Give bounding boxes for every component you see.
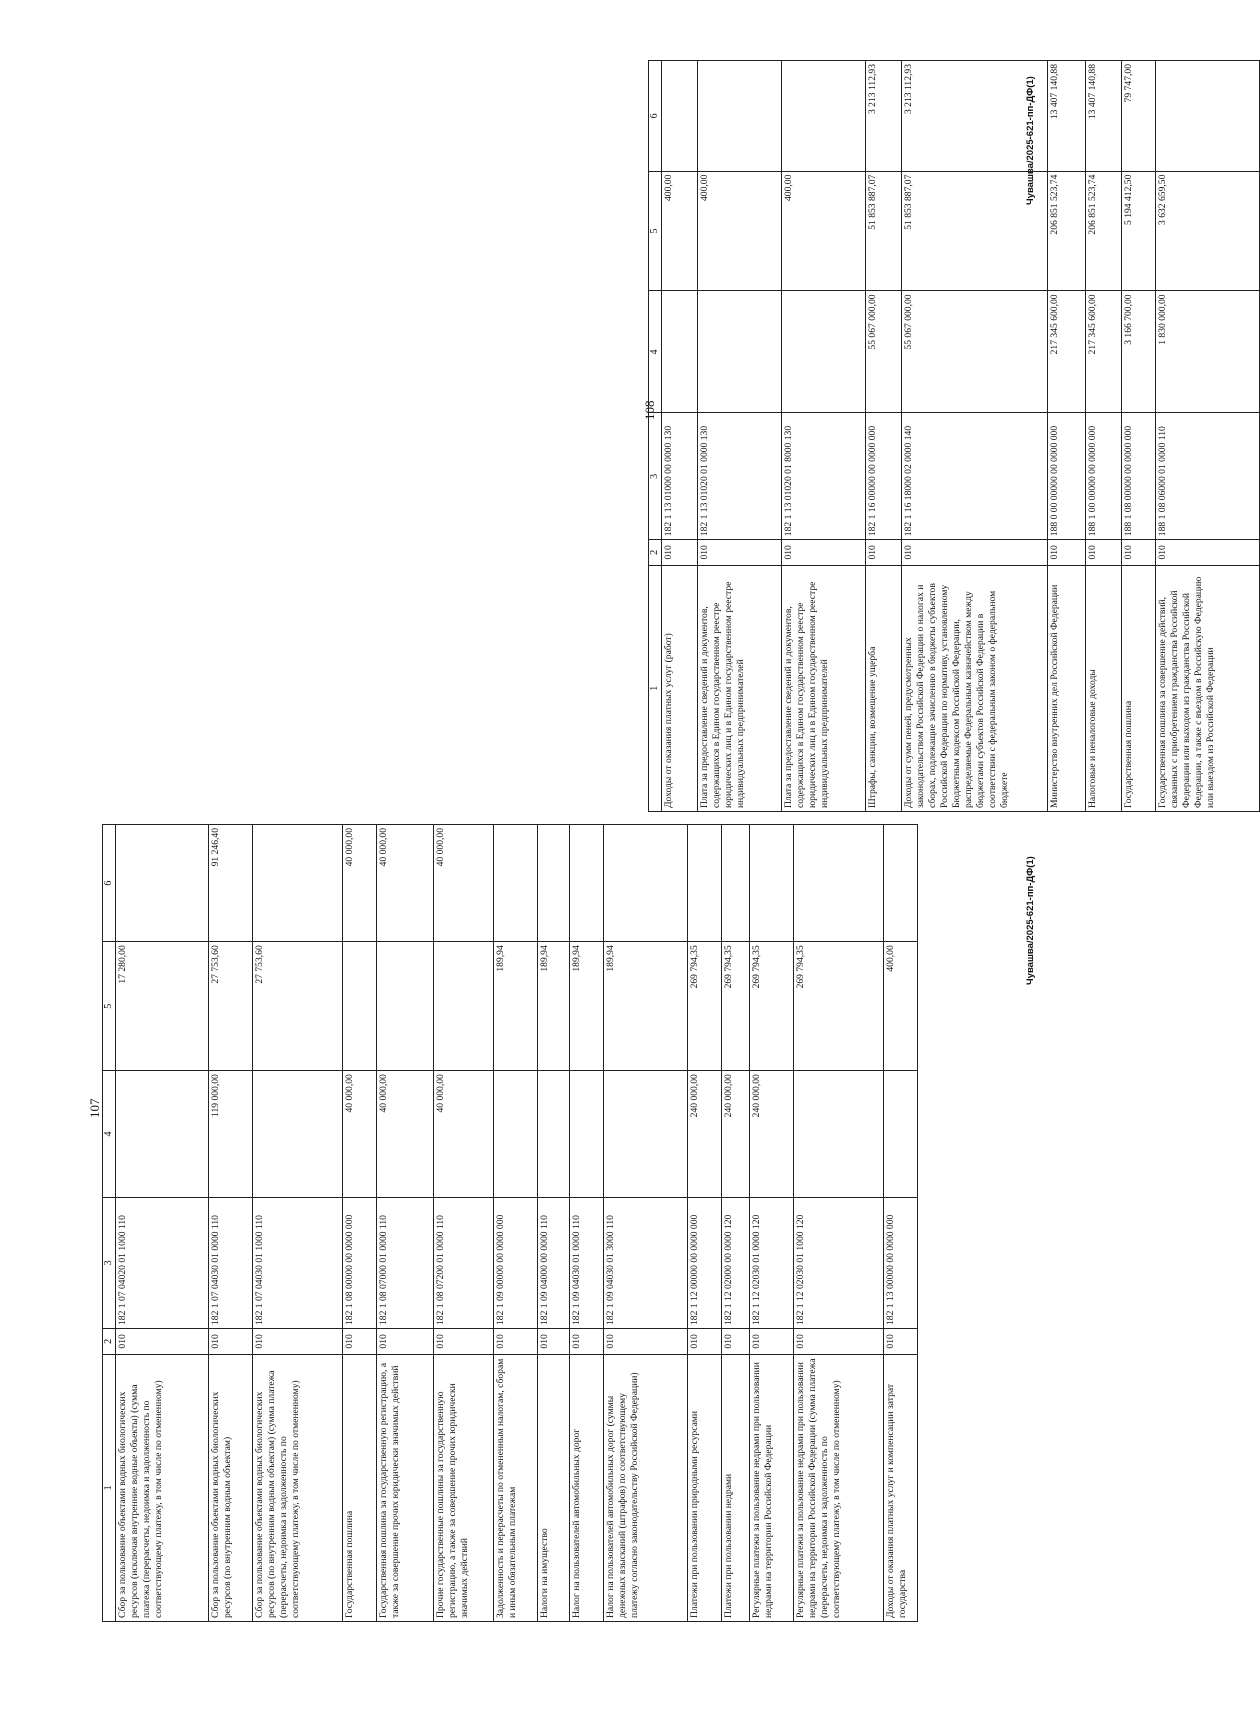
- row-gr: 010: [343, 1329, 377, 1355]
- row-diff: [782, 61, 866, 172]
- row-name: Платежи при пользовании природными ресурсами: [688, 1354, 722, 1621]
- table-row: [253, 825, 343, 1622]
- row-code: 182 1 08 00000 00 0000 000: [343, 1197, 377, 1328]
- table-row: [794, 825, 884, 1622]
- row-name: Налоговые и неналоговые доходы: [1086, 565, 1122, 811]
- row-diff: 3 213 112,93: [866, 61, 902, 172]
- row-plan: [253, 1071, 343, 1198]
- row-code: 182 1 07 04030 01 0000 110: [209, 1197, 253, 1328]
- row-diff: [662, 61, 698, 172]
- table-row: [902, 61, 1048, 812]
- row-gr: 010: [884, 1329, 918, 1355]
- row-code: 188 1 08 06000 01 0000 110: [1156, 413, 1260, 540]
- row-code: 182 1 13 00000 00 0000 000: [884, 1197, 918, 1328]
- row-diff: [794, 825, 884, 942]
- row-fact: 206 851 523,74: [1048, 171, 1086, 291]
- row-fact: 51 853 887,07: [866, 171, 902, 291]
- row-diff: [494, 825, 538, 942]
- row-fact: 27 753,60: [209, 942, 253, 1071]
- row-name: Государственная пошлина за совершение действий, связанных с приобретением гражданства Российской Федерации или выходом из гражданства Российской Федерации, а также с въездом в Российскую Федерацию или выездом из Российской Федерации: [1156, 565, 1260, 811]
- row-name: Доходы от оказания платных услуг (работ): [662, 565, 698, 811]
- row-name: Государственная пошлина за государственную регистрацию, а также за совершение прочих юридически значимых действий: [377, 1354, 434, 1621]
- row-fact: 269 794,35: [688, 942, 722, 1071]
- row-plan: 1 830 000,00: [1156, 291, 1260, 413]
- row-plan: [604, 1071, 688, 1198]
- right-header-row: [649, 61, 662, 812]
- row-fact: 27 753,60: [253, 942, 343, 1071]
- row-code: 182 1 08 07200 01 0000 110: [434, 1197, 494, 1328]
- row-name: Министерство внутренних дел Российской Федерации: [1048, 565, 1086, 811]
- column-header: 2: [649, 540, 662, 565]
- column-header: 4: [103, 1071, 116, 1198]
- row-gr: 010: [698, 540, 782, 565]
- row-diff: 40 000,00: [377, 825, 434, 942]
- row-diff: [884, 825, 918, 942]
- row-plan: 240 000,00: [722, 1071, 750, 1198]
- row-plan: [794, 1071, 884, 1198]
- row-name: Государственная пошлина: [343, 1354, 377, 1621]
- row-code: 182 1 09 04000 00 0000 110: [538, 1197, 570, 1328]
- row-plan: [494, 1071, 538, 1198]
- row-gr: 010: [604, 1329, 688, 1355]
- row-plan: 119 000,00: [209, 1071, 253, 1198]
- row-plan: [698, 291, 782, 413]
- table-row: [538, 825, 570, 1622]
- table-row: [688, 825, 722, 1622]
- row-plan: [538, 1071, 570, 1198]
- row-gr: 010: [570, 1329, 604, 1355]
- table-row: [1048, 61, 1086, 812]
- column-header: 1: [103, 1354, 116, 1621]
- row-name: Регулярные платежи за пользование недрами при пользовании недрами на территории Российской Федерации: [750, 1354, 794, 1621]
- column-header: 5: [103, 942, 116, 1071]
- table-row: [662, 61, 698, 812]
- row-diff: 13 407 140,88: [1048, 61, 1086, 172]
- row-diff: [1156, 61, 1260, 172]
- row-fact: [434, 942, 494, 1071]
- row-diff: [722, 825, 750, 942]
- row-plan: 55 067 000,00: [902, 291, 1048, 413]
- left-header-row: [103, 825, 116, 1622]
- table-row: [698, 61, 782, 812]
- row-gr: 010: [866, 540, 902, 565]
- row-gr: 010: [1156, 540, 1260, 565]
- row-name: Доходы от оказания платных услуг и компенсации затрат государства: [884, 1354, 918, 1621]
- row-name: Задолженность и перерасчеты по отмененным налогам, сборам и иным обязательным платежам: [494, 1354, 538, 1621]
- column-header: 6: [649, 61, 662, 172]
- right-revenue-table: [648, 60, 1260, 812]
- row-plan: [662, 291, 698, 413]
- row-code: 188 1 00 00000 00 0000 000: [1086, 413, 1122, 540]
- row-gr: 010: [434, 1329, 494, 1355]
- column-header: 3: [103, 1197, 116, 1328]
- row-name: Платежи при пользовании недрами: [722, 1354, 750, 1621]
- row-gr: 010: [688, 1329, 722, 1355]
- row-code: 182 1 09 04030 01 0000 110: [570, 1197, 604, 1328]
- row-code: 188 0 00 00000 00 0000 000: [1048, 413, 1086, 540]
- row-gr: 010: [794, 1329, 884, 1355]
- row-diff: 40 000,00: [434, 825, 494, 942]
- right-document-stamp: Чувашва/2025-621-пп-ДФ(1): [1025, 76, 1036, 205]
- row-code: 188 1 08 00000 00 0000 000: [1122, 413, 1156, 540]
- row-name: Государственная пошлина: [1122, 565, 1156, 811]
- row-code: 182 1 12 00000 00 0000 000: [688, 1197, 722, 1328]
- table-row: [570, 825, 604, 1622]
- row-name: Плата за предоставление сведений и документов, содержащихся в Едином государственном реестре юридических лиц и в Едином государственном реестре индивидуальных предпринимателей: [698, 565, 782, 811]
- row-name: Плата за предоставление сведений и документов, содержащихся в Едином государственном реестре юридических лиц и в Едином государственном реестре индивидуальных предпринимателей: [782, 565, 866, 811]
- row-diff: [253, 825, 343, 942]
- row-fact: 51 853 887,07: [902, 171, 1048, 291]
- table-row: [722, 825, 750, 1622]
- row-gr: 010: [1048, 540, 1086, 565]
- row-code: 182 1 12 02000 00 0000 120: [722, 1197, 750, 1328]
- left-document-stamp: Чувашва/2025-621-пп-ДФ(1): [1025, 856, 1036, 985]
- row-name: Доходы от сумм пеней, предусмотренных законодательством Российской Федерации о налогах и сборах, подлежащие зачислению в бюджеты субъектов Российской Федерации по нормативу, установленному Бюджетным кодексом Российской Федерации, распределяемые Федеральным казначейством между бюджетами субъектов Российской Федерации в соответствии с федеральным законом о федеральном бюджете: [902, 565, 1048, 811]
- column-header: 6: [103, 825, 116, 942]
- table-row: [377, 825, 434, 1622]
- row-diff: [570, 825, 604, 942]
- row-gr: 010: [902, 540, 1048, 565]
- row-name: Налоги на имущество: [538, 1354, 570, 1621]
- row-code: 182 1 08 07000 01 0000 110: [377, 1197, 434, 1328]
- row-code: 182 1 12 02030 01 1000 120: [794, 1197, 884, 1328]
- table-row: [782, 61, 866, 812]
- row-fact: [343, 942, 377, 1071]
- row-plan: 40 000,00: [434, 1071, 494, 1198]
- row-plan: [116, 1071, 209, 1198]
- row-code: 182 1 09 04030 01 3000 110: [604, 1197, 688, 1328]
- row-fact: 400,00: [662, 171, 698, 291]
- row-name: Регулярные платежи за пользование недрами при пользовании недрами на территории Российской Федерации (сумма платежа (перерасчеты, недоимка и задолженность по соответствующему платежу, в том числе по отмененному): [794, 1354, 884, 1621]
- row-code: 182 1 16 00000 00 0000 000: [866, 413, 902, 540]
- row-diff: [116, 825, 209, 942]
- row-name: Налог на пользователей автомобильных дорог: [570, 1354, 604, 1621]
- row-name: Сбор за пользование объектами водных биологических ресурсов (исключая внутренние водные объекты) (сумма платежа (перерасчеты, недоимка и задолженность по соответствующему платежу, в том числе по отмененному): [116, 1354, 209, 1621]
- row-diff: [604, 825, 688, 942]
- row-gr: 010: [494, 1329, 538, 1355]
- row-fact: 3 632 659,50: [1156, 171, 1260, 291]
- row-plan: 40 000,00: [343, 1071, 377, 1198]
- row-diff: 91 246,40: [209, 825, 253, 942]
- row-gr: 010: [209, 1329, 253, 1355]
- row-gr: 010: [1086, 540, 1122, 565]
- right-page-number: 108: [642, 400, 657, 420]
- row-fact: 269 794,35: [722, 942, 750, 1071]
- row-name: Прочие государственные пошлины за государственную регистрацию, а также за совершение прочих юридически значимых действий: [434, 1354, 494, 1621]
- row-plan: [570, 1071, 604, 1198]
- column-header: 1: [649, 565, 662, 811]
- row-name: Налог на пользователей автомобильных дорог (суммы денежных взысканий (штрафов) по соответствующему платежу согласно законодательству Российской Федерации): [604, 1354, 688, 1621]
- table-row: [750, 825, 794, 1622]
- row-plan: 240 000,00: [750, 1071, 794, 1198]
- row-plan: 40 000,00: [377, 1071, 434, 1198]
- row-code: 182 1 13 01000 00 0000 130: [662, 413, 698, 540]
- row-gr: 010: [116, 1329, 209, 1355]
- row-diff: 3 213 112,93: [902, 61, 1048, 172]
- row-code: 182 1 12 02030 01 0000 120: [750, 1197, 794, 1328]
- row-fact: 206 851 523,74: [1086, 171, 1122, 291]
- row-fact: 400,00: [782, 171, 866, 291]
- row-code: 182 1 13 01020 01 8000 130: [782, 413, 866, 540]
- row-diff: 40 000,00: [343, 825, 377, 942]
- row-code: 182 1 13 01020 01 0000 130: [698, 413, 782, 540]
- table-row: [343, 825, 377, 1622]
- row-gr: 010: [538, 1329, 570, 1355]
- column-header: 3: [649, 413, 662, 540]
- column-header: 5: [649, 171, 662, 291]
- row-fact: 17 280,00: [116, 942, 209, 1071]
- row-gr: 010: [377, 1329, 434, 1355]
- table-row: [494, 825, 538, 1622]
- row-plan: 240 000,00: [688, 1071, 722, 1198]
- row-gr: 010: [782, 540, 866, 565]
- row-code: 182 1 16 18000 02 0000 140: [902, 413, 1048, 540]
- row-plan: [782, 291, 866, 413]
- row-plan: 55 067 000,00: [866, 291, 902, 413]
- row-fact: [377, 942, 434, 1071]
- row-gr: 010: [662, 540, 698, 565]
- left-page-number: 107: [87, 1098, 102, 1118]
- row-fact: 189,94: [570, 942, 604, 1071]
- table-row: [116, 825, 209, 1622]
- table-row: [1086, 61, 1122, 812]
- row-plan: 3 166 700,00: [1122, 291, 1156, 413]
- column-header: 2: [103, 1329, 116, 1355]
- row-name: Сбор за пользование объектами водных биологических ресурсов (по внутренним водным объектам) (сумма платежа (перерасчеты, недоимка и задолженность по соответствующему платежу, в том числе по отмененному): [253, 1354, 343, 1621]
- row-code: 182 1 07 04030 01 1000 110: [253, 1197, 343, 1328]
- left-table-container: [102, 824, 918, 1622]
- table-row: [434, 825, 494, 1622]
- table-row: [884, 825, 918, 1622]
- row-diff: 79 747,00: [1122, 61, 1156, 172]
- row-fact: 189,94: [494, 942, 538, 1071]
- row-plan: 217 345 600,00: [1086, 291, 1122, 413]
- row-gr: 010: [750, 1329, 794, 1355]
- row-diff: [688, 825, 722, 942]
- row-diff: [538, 825, 570, 942]
- row-fact: 189,94: [538, 942, 570, 1071]
- right-table-container: [648, 60, 1260, 812]
- row-fact: 400,00: [698, 171, 782, 291]
- row-fact: 269 794,35: [750, 942, 794, 1071]
- table-row: [209, 825, 253, 1622]
- row-gr: 010: [1122, 540, 1156, 565]
- row-gr: 010: [253, 1329, 343, 1355]
- row-name: Сбор за пользование объектами водных биологических ресурсов (по внутренним водным объектам): [209, 1354, 253, 1621]
- row-fact: 5 194 412,50: [1122, 171, 1156, 291]
- table-row: [866, 61, 902, 812]
- row-diff: [698, 61, 782, 172]
- row-name: Штрафы, санкции, возмещение ущерба: [866, 565, 902, 811]
- column-header: 4: [649, 291, 662, 413]
- left-revenue-table: [102, 824, 918, 1622]
- table-row: [1122, 61, 1156, 812]
- row-diff: [750, 825, 794, 942]
- row-plan: [884, 1071, 918, 1198]
- row-code: 182 1 09 00000 00 0000 000: [494, 1197, 538, 1328]
- row-fact: 400,00: [884, 942, 918, 1071]
- row-gr: 010: [722, 1329, 750, 1355]
- table-row: [604, 825, 688, 1622]
- row-plan: 217 345 600,00: [1048, 291, 1086, 413]
- row-diff: 13 407 140,88: [1086, 61, 1122, 172]
- table-row: [1156, 61, 1260, 812]
- row-code: 182 1 07 04020 01 1000 110: [116, 1197, 209, 1328]
- row-fact: 269 794,35: [794, 942, 884, 1071]
- row-fact: 189,94: [604, 942, 688, 1071]
